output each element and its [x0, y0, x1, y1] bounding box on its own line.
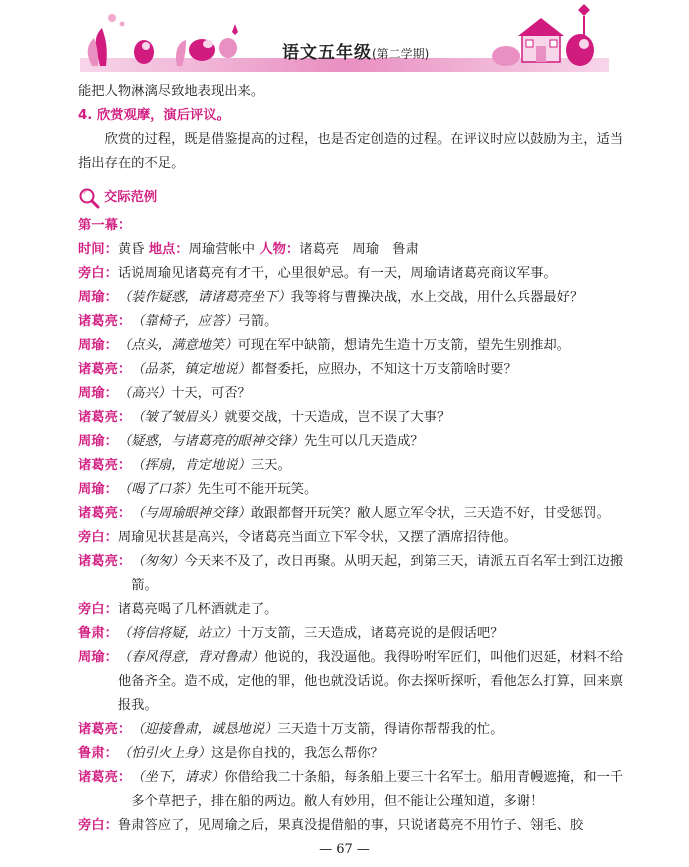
speaker-name: 诸葛亮： [78, 314, 132, 329]
dialogue-line [78, 310, 626, 334]
speaker-name: 旁白： [78, 530, 118, 545]
step-4-heading [78, 104, 626, 128]
speaker-name: 旁白： [78, 818, 118, 833]
dialogue-text [118, 382, 626, 406]
speaker-name: 鲁肃： [78, 626, 118, 641]
stage-direction: （匆匆） [131, 554, 185, 569]
dialogue-text [118, 814, 626, 838]
step-4-body: 欣赏的过程，既是借鉴提高的过程，也是否定创造的过程。在评议时应以鼓励为主，适当指出存在的不足。 [78, 132, 624, 171]
speaker-name: 诸葛亮： [78, 458, 132, 473]
section-title: 交际范例 [104, 190, 158, 205]
time-value: 黄昏 [117, 242, 145, 257]
speaker-name: 周瑜： [78, 290, 118, 305]
dialogue-line [78, 718, 626, 742]
spoken-line: 十天，可否？ [171, 386, 251, 401]
spoken-line: 诸葛亮喝了几杯酒就走了。 [117, 602, 278, 617]
speaker-name: 周瑜： [78, 338, 118, 353]
dialogue-text [118, 478, 626, 502]
dialogue-text [118, 646, 626, 718]
stage-direction: （春风得意，背对鲁肃） [117, 650, 265, 665]
speaker-name: 旁白： [78, 602, 118, 617]
section-heading [78, 186, 626, 210]
speaker-name: 诸葛亮： [78, 410, 132, 425]
spoken-line: 都督委托，应照办，不知这十万支箭啥时要？ [250, 362, 517, 377]
stage-direction: （点头，满意地笑） [117, 338, 238, 353]
dialogue-text [118, 334, 626, 358]
step-number: 4. [78, 108, 93, 123]
stage-direction: （怕引火上身） [117, 746, 211, 761]
time-label: 时间： [78, 242, 118, 257]
dialogue-line [78, 454, 626, 478]
magnifier-icon [78, 187, 100, 209]
dialogue-text [131, 550, 626, 598]
stage-direction: （装作疑惑，请诸葛亮坐下） [117, 290, 291, 305]
stage-direction: （将信将疑，站立） [117, 626, 238, 641]
speaker-name: 诸葛亮： [78, 554, 132, 569]
dialogue-line [78, 286, 626, 310]
step-title: 欣赏观摩，演后评议。 [96, 108, 230, 123]
spoken-line: 今天来不及了，改日再聚。从明天起，到第三天，请派五百名军士到江边搬箭。 [131, 554, 624, 593]
dialogue-text [118, 286, 626, 310]
spoken-line: 他说的，我没逼他。我得吩咐军匠们，叫他们迟延，材料不给他备齐全。造不成，定他的罪，他也就没话说。你去探听探听，看他怎么打算，回来禀报我。 [117, 650, 624, 713]
spoken-line: 我等将与曹操决战，水上交战，用什么兵器最好？ [290, 290, 584, 305]
dialogue-line [78, 502, 626, 526]
place-label: 地点： [148, 242, 189, 257]
stage-direction: （靠椅子，应答） [131, 314, 238, 329]
dialogue-line [78, 814, 626, 838]
speaker-name: 诸葛亮： [78, 362, 132, 377]
place-value: 周瑜营帐中 [188, 242, 256, 257]
scene-meta [78, 238, 626, 262]
spoken-line: 先生可不能开玩笑。 [197, 482, 318, 497]
dialogue-line [78, 598, 626, 622]
people-value: 诸葛亮 周瑜 鲁肃 [299, 242, 419, 257]
stage-direction: （挥扇，肯定地说） [131, 458, 251, 473]
dialogue-text [131, 310, 626, 334]
spoken-line: 鲁肃答应了，见周瑜之后，果真没提借船的事，只说诸葛亮不用竹子、翎毛、胶 [117, 818, 584, 833]
spoken-line: 十万支箭，三天造成，诸葛亮说的是假话吧？ [237, 626, 504, 641]
spoken-line: 弓箭。 [237, 314, 278, 329]
dialogue-line [78, 622, 626, 646]
spoken-line: 可现在军中缺箭，想请先生造十万支箭，望先生别推却。 [237, 338, 570, 353]
dialogue-text [131, 358, 626, 382]
dialogue-text [131, 406, 626, 430]
dialogue-text [118, 742, 626, 766]
flower-decoration-icon [82, 4, 252, 70]
dialogue-line [78, 742, 626, 766]
dialogue-text [131, 766, 626, 814]
spoken-line: 话说周瑜见诸葛亮有才干，心里很妒忌。有一天，周瑜请诸葛亮商议军事。 [117, 266, 557, 281]
dialogue-text [131, 454, 626, 478]
dialogue-text [118, 262, 626, 286]
dialogue-text [131, 502, 626, 526]
speaker-name: 周瑜： [78, 386, 118, 401]
speaker-name: 诸葛亮： [78, 506, 132, 521]
spoken-line: 敢跟都督开玩笑？敝人愿立军令状，三天造不好，甘受惩罚。 [250, 506, 610, 521]
stage-direction: （皱了皱眉头） [131, 410, 225, 425]
speaker-name: 旁白： [78, 266, 118, 281]
speaker-name: 周瑜： [78, 434, 118, 449]
dialogue-list [78, 262, 626, 838]
speaker-name: 诸葛亮： [78, 770, 132, 785]
stage-direction: （高兴） [117, 386, 172, 401]
dialogue-line [78, 430, 626, 454]
stage-direction: （品茶，镇定地说） [131, 362, 251, 377]
spoken-line: 周瑜见状甚是高兴，令诸葛亮当面立下军令状，又摆了酒席招待他。 [117, 530, 517, 545]
spoken-line: 你借给我二十条船，每条船上要三十名军士。船用青幔遮掩，和一千多个草把子，排在船的两边。敝人有妙用，但不能让公瑾知道，多谢！ [131, 770, 624, 809]
dialogue-line [78, 382, 626, 406]
page-content [78, 80, 626, 838]
book-subtitle: (第二学期) [372, 47, 430, 61]
book-title: 语文五年级 [282, 43, 372, 63]
stage-direction: （坐下，请求） [131, 770, 225, 785]
page-number: — 67 — [319, 842, 370, 857]
stage-direction: （迎接鲁肃，诚恳地说） [131, 722, 278, 737]
house-decoration-icon [488, 4, 608, 70]
page-header [0, 0, 689, 78]
speaker-name: 诸葛亮： [78, 722, 132, 737]
scene-title: 第一幕： [78, 218, 132, 233]
dialogue-line [78, 262, 626, 286]
dialogue-line [78, 766, 626, 814]
dialogue-text [118, 526, 626, 550]
dialogue-line [78, 526, 626, 550]
dialogue-text [131, 718, 626, 742]
dialogue-line [78, 646, 626, 718]
dialogue-text [118, 622, 626, 646]
spoken-line: 就要交战，十天造成，岂不误了大事？ [224, 410, 451, 425]
stage-direction: （疑惑，与诸葛亮的眼神交锋） [117, 434, 305, 449]
intro-tail: 能把人物淋漓尽致地表现出来。 [78, 84, 265, 99]
spoken-line: 三天造十万支箭，得请你帮帮我的忙。 [277, 722, 504, 737]
spoken-line: 这是你自找的，我怎么帮你？ [210, 746, 384, 761]
dialogue-line [78, 550, 626, 598]
dialogue-line [78, 478, 626, 502]
stage-direction: （与周瑜眼神交锋） [131, 506, 251, 521]
speaker-name: 鲁肃： [78, 746, 118, 761]
spoken-line: 三天。 [250, 458, 291, 473]
speaker-name: 周瑜： [78, 482, 118, 497]
dialogue-line [78, 358, 626, 382]
dialogue-text [118, 598, 626, 622]
spoken-line: 先生可以几天造成？ [304, 434, 424, 449]
stage-direction: （喝了口茶） [117, 482, 198, 497]
dialogue-line [78, 334, 626, 358]
dialogue-line [78, 406, 626, 430]
speaker-name: 周瑜： [78, 650, 118, 665]
dialogue-text [118, 430, 626, 454]
people-label: 人物： [259, 242, 300, 257]
header-title [282, 38, 429, 63]
